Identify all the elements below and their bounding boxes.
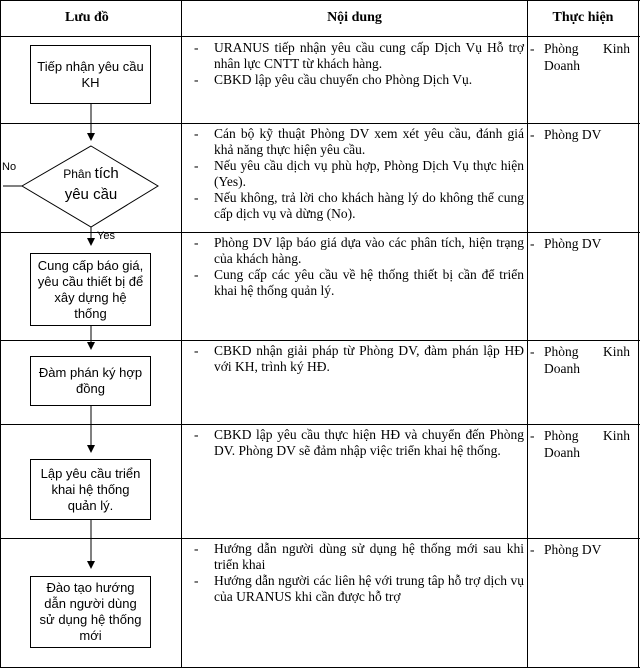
decision-label-big: tích	[94, 165, 119, 182]
responsible-step-3: - Phòng DV	[530, 235, 630, 252]
content-item: - Cán bộ kỹ thuật Phòng DV xem xét yêu cầu, đánh giá khả năng thực hiện yêu cầu.	[186, 126, 524, 158]
content-step-5	[186, 427, 524, 459]
flow-step-receive-request: Tiếp nhận yêu cầu KH	[30, 45, 151, 104]
responsible-step-6: - Phòng DV	[530, 541, 630, 558]
content-item: - Nếu không, trả lời cho khách hàng lý do không thể cung cấp dịch vụ và dừng (No).	[186, 190, 524, 222]
responsible-text: Phòng DV	[544, 127, 602, 142]
header-flowchart: Lưu đồ	[65, 10, 109, 25]
responsible-step-1: - Phòng Kinh Doanh	[530, 41, 630, 73]
content-item: - URANUS tiếp nhận yêu cầu cung cấp Dịch Vụ Hỗ trợ nhân lực CNTT từ khách hàng.	[186, 40, 524, 72]
content-item: - CBKD lập yêu cầu thực hiện HĐ và chuyển đến Phòng DV. Phòng DV sẽ đảm nhập việc triển khai hệ thống.	[186, 427, 524, 459]
responsible-text: Phòng DV	[544, 542, 602, 557]
flow-step-deployment-request: Lập yêu cầu triển khai hệ thống quản lý.	[30, 459, 151, 520]
responsible-text: Phòng Kinh Doanh	[544, 344, 630, 376]
responsible-step-4: - Phòng Kinh Doanh	[530, 344, 630, 376]
yes-label: Yes	[97, 230, 115, 242]
content-step-3	[186, 235, 524, 299]
decision-label	[40, 166, 142, 182]
content-step-4	[186, 343, 524, 375]
content-step-1	[186, 40, 524, 88]
content-item: - Cung cấp các yêu cầu về hệ thống thiết bị cần để triển khai hệ thống quản lý.	[186, 267, 524, 299]
responsible-text: Phòng Kinh Doanh	[544, 41, 630, 73]
content-item: - Hướng dẫn người các liên hệ với trung tâp hỗ trợ dịch vụ của URANUS khi cần được hỗ trợ	[186, 573, 524, 605]
content-item: - Nếu yêu cầu dịch vụ phù hợp, Phòng Dịch Vụ thực hiện (Yes).	[186, 158, 524, 190]
header-responsible: Thực hiện	[552, 10, 614, 25]
responsible-text: Phòng Kinh Doanh	[544, 428, 630, 460]
content-item: - CBKD lập yêu cầu chuyển cho Phòng Dịch Vụ.	[186, 72, 524, 88]
responsible-step-5: - Phòng Kinh Doanh	[530, 428, 630, 460]
content-item: - CBKD nhận giải pháp từ Phòng DV, đàm phán lập HĐ với KH, trình ký HĐ.	[186, 343, 524, 375]
content-item: - Phòng DV lập báo giá dựa vào các phân tích, hiện trạng của khách hàng.	[186, 235, 524, 267]
no-label: No	[2, 161, 17, 173]
flow-step-negotiate-contract: Đàm phán ký hợp đồng	[30, 356, 151, 406]
decision-label-line2: yêu cầu	[64, 186, 118, 203]
flow-step-quotation: Cung cấp báo giá, yêu cầu thiết bị để xây dựng hệ thống	[30, 253, 151, 326]
responsible-text: Phòng DV	[544, 236, 602, 251]
header-content: Nội dung	[327, 10, 382, 25]
content-step-6	[186, 541, 524, 605]
decision-label-small: Phân	[63, 167, 92, 181]
content-step-2	[186, 126, 524, 222]
responsible-step-2: - Phòng DV	[530, 126, 630, 143]
flow-step-training: Đào tạo hướng dẫn người dùng sử dụng hệ thống mới	[30, 576, 151, 648]
content-item: - Hướng dẫn người dùng sử dụng hệ thống mới sau khi triển khai	[186, 541, 524, 573]
